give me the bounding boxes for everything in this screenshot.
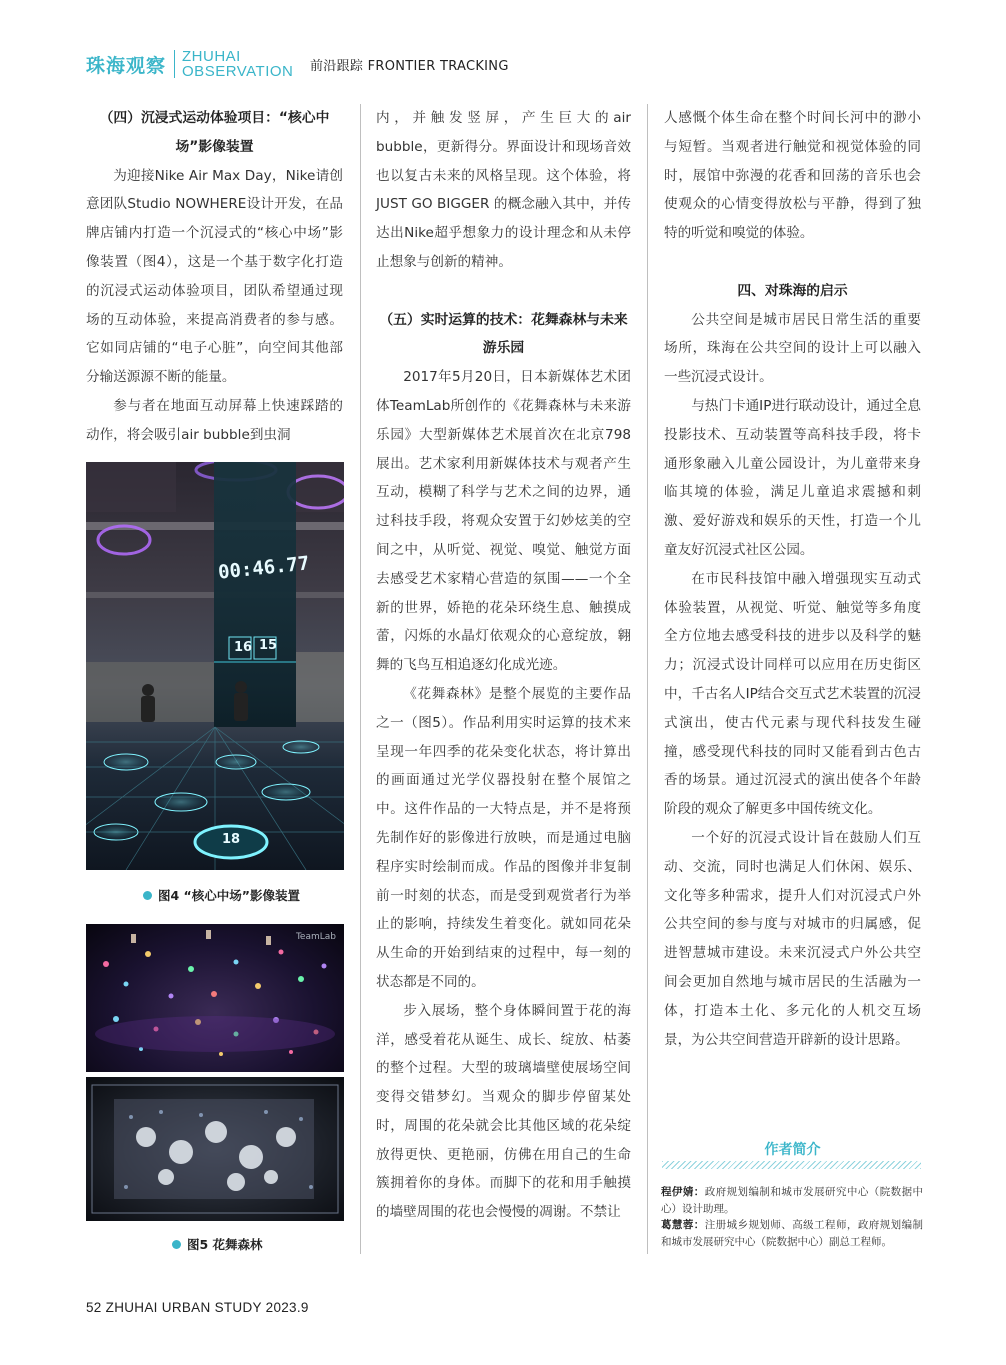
paragraph: 在市民科技馆中融入增强现实互动式体验装置，从视觉、听觉、触觉等多角度全方位地去感受科技的进步以及科学的魅力；沉浸式设计同样可以应用在历史街区中，千古名人IP结合交互式艺术装置的沉浸式演出，使古代元素与现代科技发生碰撞，感受现代科技的同时又能看到古色古香的场景。通过沉浸式的演出使各个年龄阶段的观众了解更多中国传统文化。 [664,570,921,818]
paragraph: 一个好的沉浸式设计旨在鼓励人们互动、交流，同时也满足人们休闲、娱乐、文化等多种需求，提升人们对沉浸式户外公共空间的参与度与对城市的归属感，促进智慧城市建设。未来沉浸式户外公共空间会更加自然地与城市居民的生活融为一体，打造本土化、多元化的人机交互场景，为公共空间营造开辟新的设计思路。 [664,829,921,1048]
figure-5-caption-text: 图5 花舞森林 [187,1237,263,1252]
paragraph: 步入展场，整个身体瞬间置于花的海洋，感受着花从诞生、成长、绽放、枯萎的整个过程。大型的玻璃墙壁使展场空间变得交错梦幻。当观众的脚步停留某处时，周围的花朵就会比其他区域的花朵绽放得更快、更艳丽，仿佛在用自己的生命簇拥着你的身体。而脚下的花和用手触摸的墙壁周围的花也会慢慢的凋谢。不禁让 [376,1002,631,1221]
column-rule-1 [360,104,361,1254]
brand-divider [174,50,175,78]
figure-5-caption [172,1235,263,1253]
magazine-header [86,48,293,80]
column-3 [664,104,921,1054]
author-2-desc: 注册城乡规划师、高级工程师，政府规划编制和城市发展研究中心（院数据中心）副总工程师。 [661,1219,924,1248]
author-1 [661,1184,923,1217]
brand-en-line1: ZHUHAI [182,48,241,65]
figure-4-caption [143,886,300,904]
author-1-name: 程伊婧： [661,1186,705,1198]
figure-5-image-top [86,924,344,1072]
author-2 [661,1217,923,1250]
heading-section-4: （四）沉浸式运动体验项目：“核心中场”影像装置 [99,110,330,155]
hatch-divider [662,1161,921,1169]
paragraph: 人感慨个体生命在整个时间长河中的渺小与短暂。当观者进行触觉和视觉体验的同时，展馆中弥漫的花香和回荡的音乐也会使观众的心情变得放松与平静，得到了独特的听觉和嗅觉的体验。 [664,110,921,242]
column-1 [86,104,343,450]
figure-4-score-left: 16 [234,640,253,655]
brand-cn: 珠海观察 [86,54,167,77]
page-footer: 52 ZHUHAI URBAN STUDY 2023.9 [86,1300,309,1315]
paragraph: 与热门卡通IP进行联动设计，通过全息投影技术、互动装置等高科技手段，将卡通形象融入儿童公园设计，为儿童带来身临其境的体验，满足儿童追求震撼和刺激、爱好游戏和娱乐的天性，打造一个儿童友好沉浸式社区公园。 [664,397,921,558]
author-1-desc: 政府规划编制和城市发展研究中心（院数据中心）设计助理。 [661,1186,924,1215]
author-intro [661,1184,923,1250]
paragraph: 2017年5月20日，日本新媒体艺术团体TeamLab所创作的《花舞森林与未来游乐园》大型新媒体艺术展首次在北京798展出。艺术家利用新媒体技术与观者产生互动，模糊了科学与艺术之间的边界，通过科技手段，将观众安置于幻妙炫美的空间之中，从听觉、视觉、嗅觉、触觉方面去感受艺术家精心营造的氛围——一个全新的世界，娇艳的花朵环绕生息、触摸成蕾，闪烁的水晶灯依观众的心意绽放，翱舞的飞鸟互相追逐幻化成光迹。 [376,369,631,674]
brand-en [182,49,293,79]
caption-bullet-icon [172,1240,181,1249]
heading-chapter-4: 四、对珠海的启示 [737,282,848,299]
figure-4-timer: 00:46.77 [217,552,311,584]
paragraph: 内，并触发竖屏，产生巨大的air bubble，更新得分。界面设计和现场音效也以复古未来的风格呈现。这个体验，将 JUST GO BIGGER 的概念融入其中，并传达出Nike超乎想象力的设计理念和从未停止想象与创新的精神。 [376,110,631,270]
section-name: 前沿跟踪 FRONTIER TRACKING [310,59,509,74]
paragraph: 参与者在地面互动屏幕上快速踩踏的动作，将会吸引air bubble到虫洞 [86,397,343,443]
figure-5-image-bottom [86,1077,344,1221]
paragraph: 《花舞森林》是整个展览的主要作品之一（图5）。作品利用实时运算的技术来呈现一年四季的花朵变化状态，将计算出的画面通过光学仪器投射在整个展馆之中。这件作品的一大特点是，并不是将预先制作好的影像进行放映，而是通过电脑程序实时绘制而成。作品的图像并非复制前一时刻的状态，而是受到观赏者行为举止的影响，持续发生着变化。就如同花朵从生命的开始到结束的过程中，每一刻的状态都是不同的。 [376,685,631,990]
author-intro-title: 作者简介 [764,1142,821,1158]
paragraph: 公共空间是城市居民日常生活的重要场所，珠海在公共空间的设计上可以融入一些沉浸式设计。 [664,311,921,386]
heading-section-5: （五）实时运算的技术：花舞森林与未来游乐园 [379,311,628,357]
column-2 [376,104,631,1227]
figure-5-watermark: TeamLab [295,932,336,942]
caption-bullet-icon [143,891,152,900]
figure-4-caption-text: 图4 “核心中场”影像装置 [158,888,300,903]
figure-4-image [86,462,344,870]
figure-4-pad-number: 18 [222,832,241,847]
column-rule-2 [647,104,648,1254]
brand-en-line2: OBSERVATION [182,63,294,80]
figure-4-score-right: 15 [259,638,278,653]
author-2-name: 葛慧蓉： [661,1219,705,1231]
paragraph: 为迎接Nike Air Max Day，Nike请创意团队Studio NOWHERE设计开发，在品牌店铺内打造一个沉浸式的“核心中场”影像装置（图4），这是一个基于数字化打造的沉浸式运动体验项目，团队希望通过现场的互动体验，来提高消费者的参与感。它如同店铺的“电子心脏”，向空间其他部分输送源源不断的能量。 [86,167,343,386]
